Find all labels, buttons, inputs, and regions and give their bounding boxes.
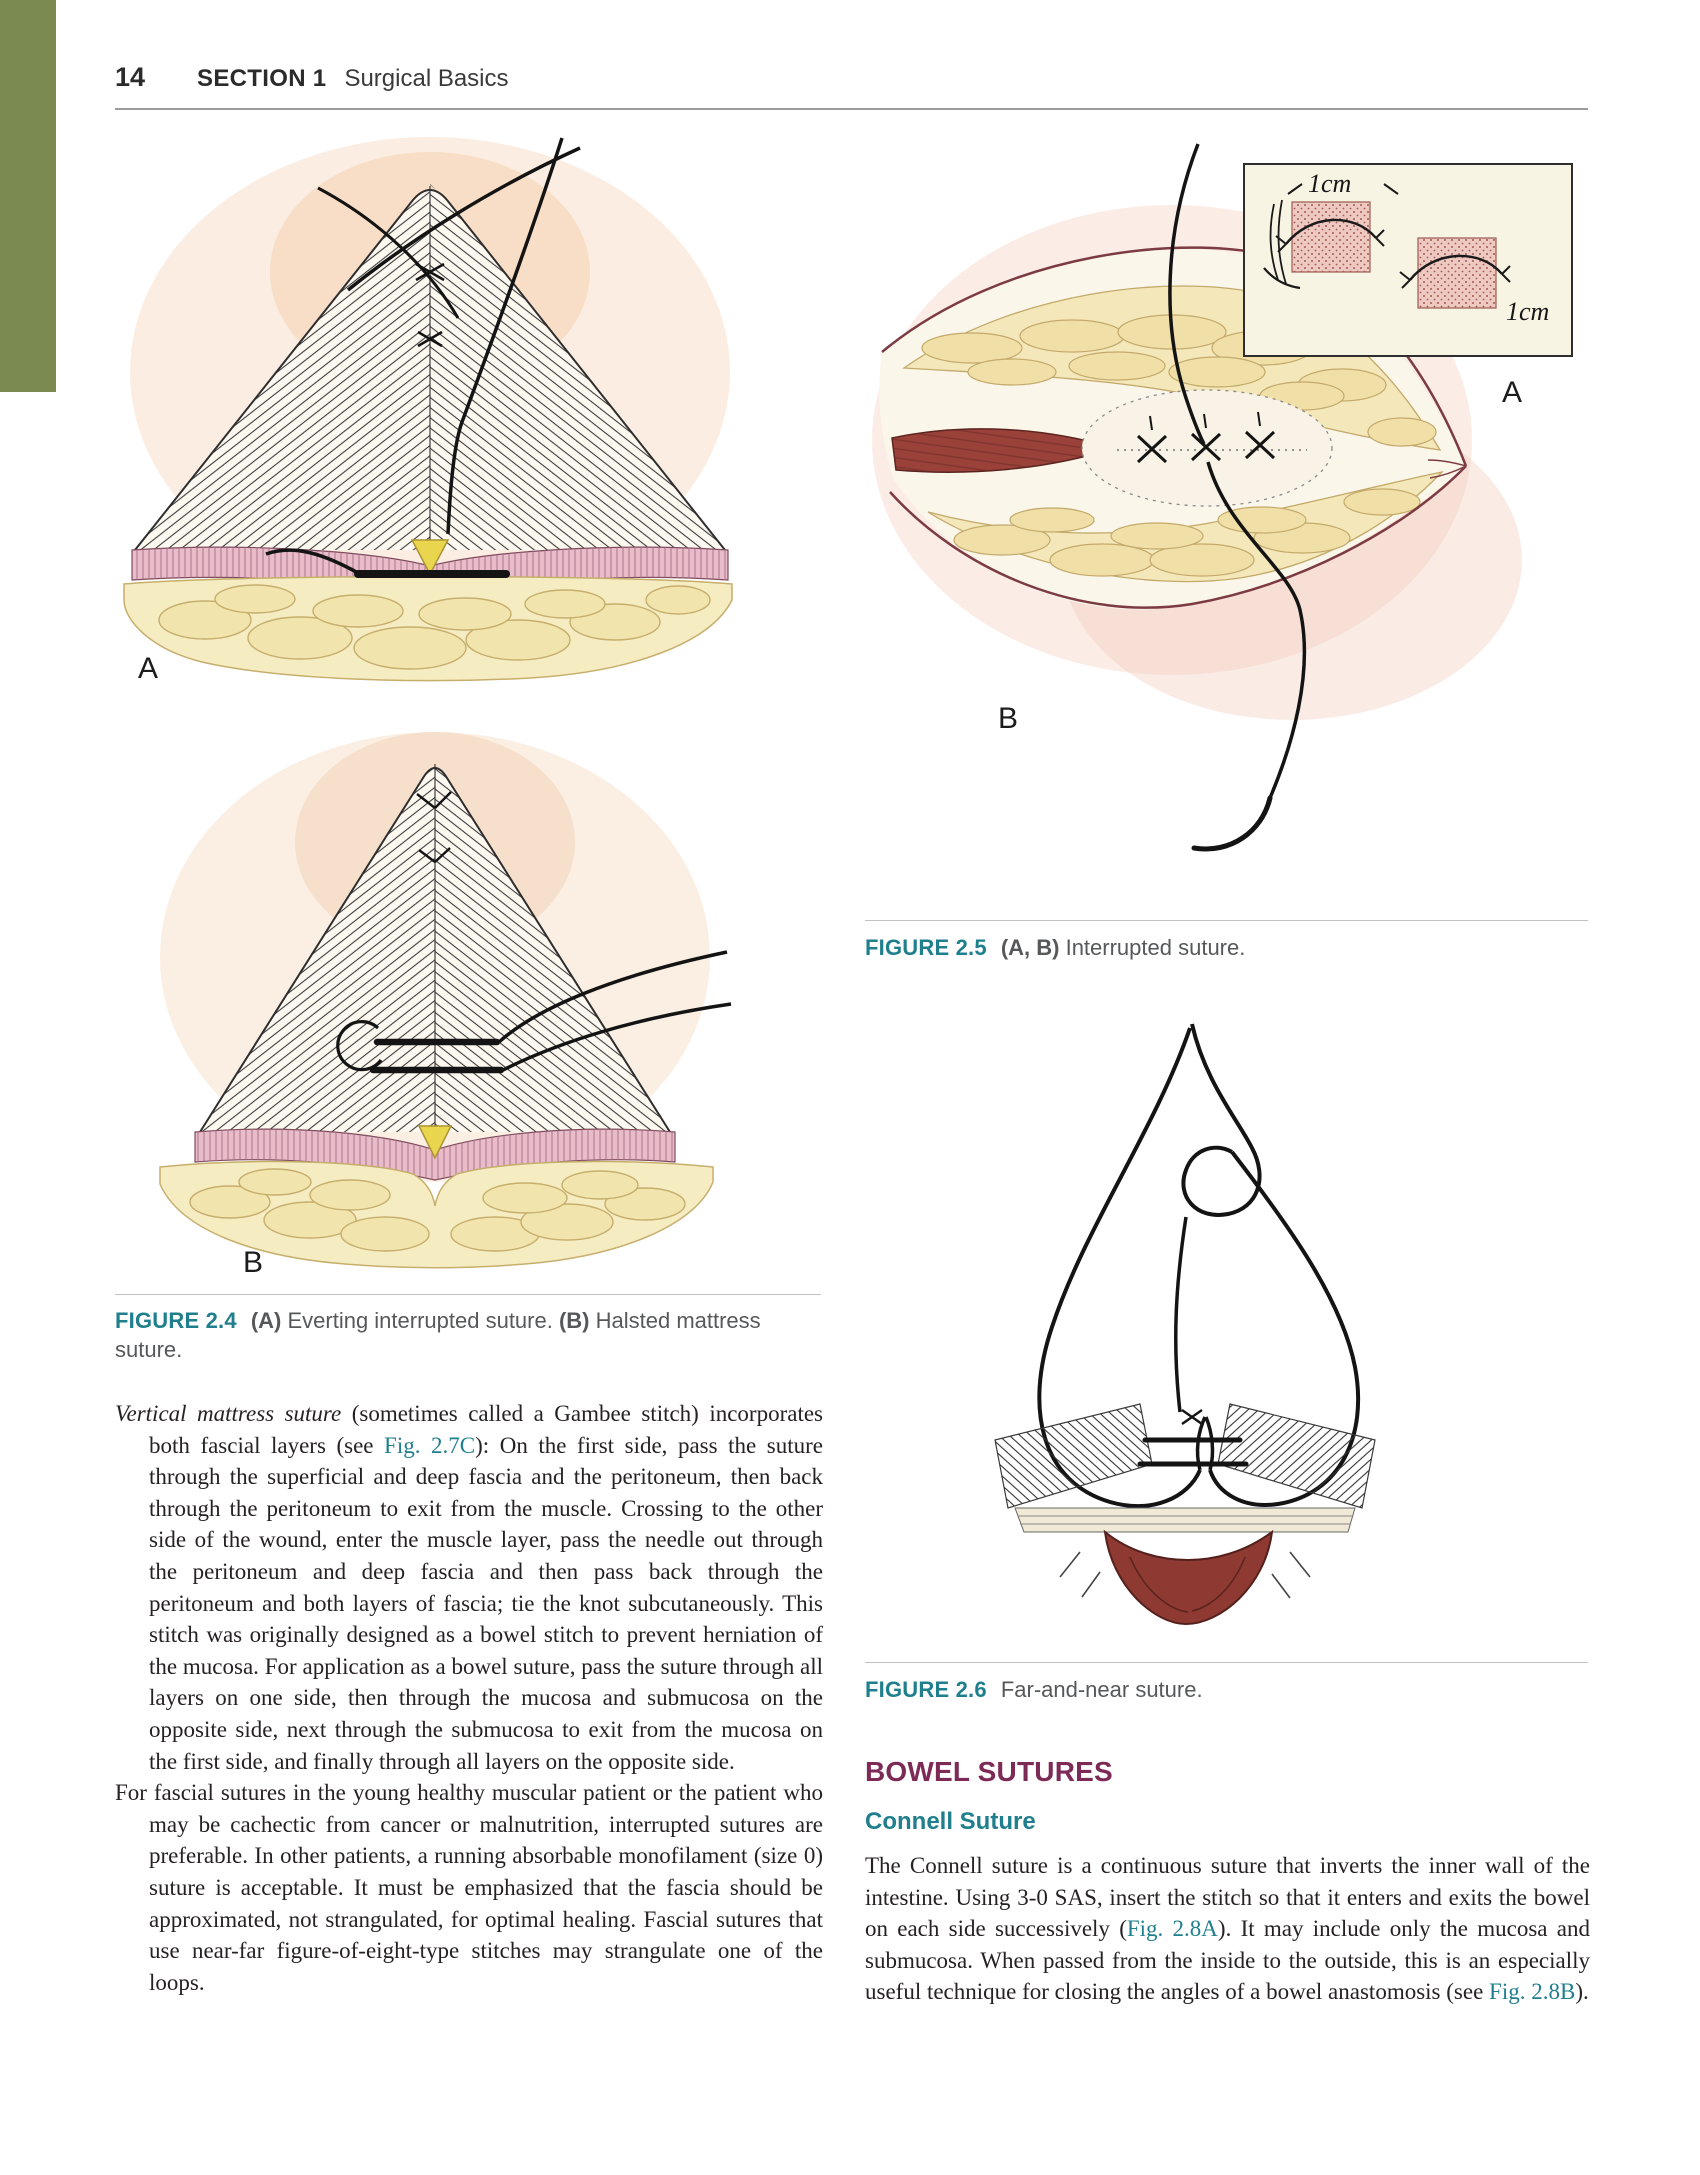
page-header	[115, 62, 1590, 93]
section-title: Surgical Basics	[344, 65, 509, 92]
paragraph-connell-suture	[865, 1850, 1590, 2008]
figure-2-7c-link[interactable]: Fig. 2.7C	[384, 1432, 476, 1458]
caption-divider	[865, 1662, 1588, 1663]
figure-2-4-panel-a-illustration	[110, 122, 735, 702]
wound-opening	[1060, 1532, 1310, 1624]
panel-a-label: A	[138, 652, 159, 685]
paragraph-text: ). It may include only the mucosa and submucosa. When passed from the inside to the outside, this is an especially useful technique for closing the angles of a bowel anastomosis (see	[865, 1916, 1590, 2005]
caption-panel-a-ref: (A)	[250, 1308, 282, 1333]
scale-inset	[1244, 164, 1572, 356]
scale-label-right: 1cm	[1506, 297, 1550, 326]
figure-2-8b-link[interactable]: Fig. 2.8B	[1489, 1979, 1576, 2005]
caption-panel-ab-ref: (A, B)	[1000, 935, 1060, 960]
figure-2-4-caption	[115, 1306, 815, 1364]
caption-panel-b-ref: (B)	[558, 1308, 590, 1333]
caption-text: Far-and-near suture.	[1000, 1677, 1203, 1702]
section-heading-bowel-sutures: BOWEL SUTURES	[865, 1756, 1113, 1787]
header-rule	[115, 108, 1588, 110]
section-label: SECTION 1	[197, 65, 327, 92]
paragraph-vertical-mattress	[115, 1398, 823, 1777]
subsection-heading-connell-suture: Connell Suture	[865, 1808, 1036, 1835]
caption-text: Interrupted suture.	[1059, 935, 1246, 960]
figure-2-4-panel-b-illustration	[135, 712, 740, 1297]
chapter-color-tab	[0, 0, 56, 392]
scale-label-top: 1cm	[1308, 169, 1352, 198]
caption-text: Everting interrupted suture.	[281, 1308, 559, 1333]
panel-a-label: A	[1502, 376, 1523, 409]
paragraph-text: The Connell suture is a continuous suture that inverts the inner wall of the intestine. Using 3-0 SAS, insert the stitch so that it enters and exits the bowel on each side successively (	[865, 1853, 1590, 1942]
figure-2-6-illustration	[900, 1012, 1545, 1652]
fat-layer	[124, 577, 732, 681]
panel-b-label: B	[243, 1246, 264, 1279]
paragraph-text: ).	[1575, 1979, 1589, 2005]
caption-text: Halsted mattress suture.	[115, 1308, 761, 1362]
figure-2-8a-link[interactable]: Fig. 2.8A	[1126, 1916, 1218, 1942]
figure-2-5-illustration	[862, 140, 1594, 922]
figure-2-5-caption-tag: FIGURE 2.5	[865, 935, 987, 960]
tissue-layers	[1015, 1508, 1355, 1532]
term-vertical-mattress-suture: Vertical mattress suture	[115, 1401, 342, 1426]
figure-2-6-caption	[865, 1675, 1588, 1704]
figure-2-5-caption	[865, 933, 1588, 962]
panel-b-label: B	[998, 702, 1019, 735]
page-number: 14	[115, 62, 146, 92]
figure-2-6-caption-tag: FIGURE 2.6	[865, 1677, 987, 1702]
caption-divider	[115, 1294, 821, 1295]
body-text-column	[115, 1398, 823, 1998]
paragraph-fascial-sutures: For fascial sutures in the young healthy muscular patient or the patient who may be cachectic from cancer or malnutrition, interrupted sutures are preferable. In other patients, a running absorbable monofilament (size 0) suture is acceptable. It must be emphasized that the fascia should be approximated, not strangulated, for optimal healing. Fascial sutures that use near-far figure-of-eight-type stitches may strangulate one of the loops.	[115, 1780, 823, 1995]
paragraph-text: (sometimes called a Gambee stitch) incorporates both fascial layers (see	[149, 1401, 823, 1458]
figure-2-4-caption-tag: FIGURE 2.4	[115, 1308, 237, 1333]
caption-divider	[865, 920, 1588, 921]
paragraph-text: ): On the first side, pass the suture through the superficial and deep fascia and the peritoneum, then back through the peritoneum to exit from the muscle. Crossing to the other side of the wound, enter the muscle layer, pass the needle out through the peritoneum and deep fascia and then pass back through the peritoneum and both layers of fascia; tie the knot subcutaneously. This stitch was originally designed as a bowel stitch to prevent herniation of the mucosa. For application as a bowel suture, pass the suture through all layers on one side, then through the mucosa and submucosa on the opposite side, next through the submucosa to exit from the mucosa on the first side, and finally through all layers on the opposite side.	[149, 1432, 823, 1774]
